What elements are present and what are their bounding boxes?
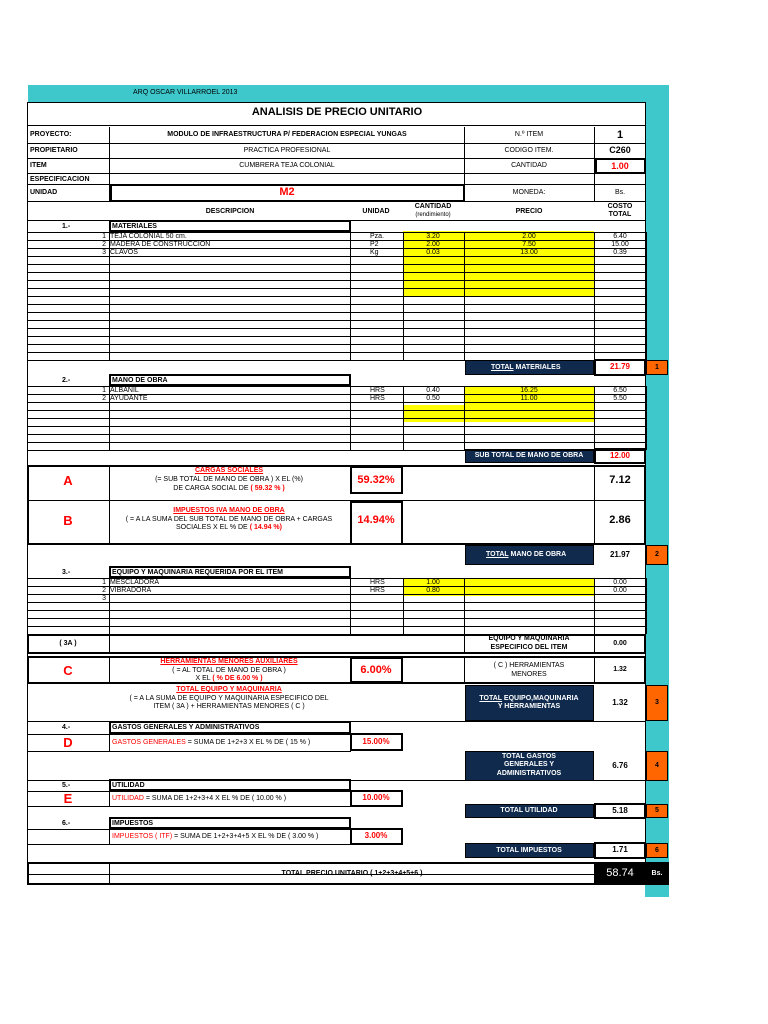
total-gastos-label2: GENERALES Y bbox=[503, 761, 555, 768]
total-gastos-label3: ADMINISTRATIVOS bbox=[496, 770, 562, 777]
subtotal-mo-value: 12.00 bbox=[609, 451, 631, 460]
materiales-row-num: 2 bbox=[102, 241, 106, 248]
herramientas-value: 1.32 bbox=[613, 666, 627, 673]
unidad-value: M2 bbox=[279, 186, 295, 198]
total-equipo-label1: TOTAL EQUIPO,MAQUINARIA bbox=[479, 695, 579, 702]
col-unidad: UNIDAD bbox=[362, 208, 390, 215]
materiales-row-price[interactable]: 7.50 bbox=[522, 241, 536, 248]
mano-obra-row-qty[interactable]: 0.40 bbox=[426, 387, 440, 394]
materiales-label: MATERIALES bbox=[112, 223, 157, 230]
cargas-block bbox=[27, 465, 646, 545]
e3a-value: 0.00 bbox=[613, 640, 627, 647]
herramientas-line1: ( = AL TOTAL DE MANO DE OBRA ) bbox=[172, 667, 286, 674]
letter-d: D bbox=[63, 735, 73, 750]
total-equipo-value: 1.32 bbox=[612, 698, 628, 707]
iva-pct: 14.94% bbox=[357, 514, 395, 526]
mano-obra-label: MANO DE OBRA bbox=[112, 377, 168, 384]
e3a-label: ( 3A ) bbox=[59, 640, 77, 647]
total-precio-value: 58.74 bbox=[606, 867, 634, 879]
item-value: CUMBRERA TEJA COLONIAL bbox=[239, 162, 335, 169]
utilidad-pct: 10.00% bbox=[362, 793, 390, 802]
materiales-row-desc: TEJA COLONIAL 50 cm. bbox=[110, 233, 187, 240]
equipo-row-unit: HRS bbox=[370, 587, 385, 594]
cargas-line1: (= SUB TOTAL DE MANO DE OBRA ) X EL (%) bbox=[155, 476, 303, 483]
mano-obra-num: 2.- bbox=[62, 377, 71, 384]
mano-obra-row-cost: 5.50 bbox=[613, 395, 627, 402]
gastos-num: 4.- bbox=[62, 724, 71, 731]
materiales-row-cost: 6.40 bbox=[613, 233, 627, 240]
total-gastos-label1: TOTAL GASTOS bbox=[502, 753, 556, 760]
nitem-label: N.º ITEM bbox=[514, 131, 544, 138]
impuestos-label: IMPUESTOS bbox=[112, 820, 154, 827]
proyecto-label: PROYECTO: bbox=[30, 131, 72, 138]
propietario-value: PRACTICA PROFESIONAL bbox=[243, 147, 331, 154]
cargas-pct: 59.32% bbox=[357, 474, 395, 486]
subtotal-mo-label: SUB TOTAL DE MANO DE OBRA bbox=[474, 452, 584, 459]
teq-line1: ( = A LA SUMA DE EQUIPO Y MAQUINARIA ESPECIFICO DEL bbox=[129, 695, 329, 702]
materiales-row-unit: Pza. bbox=[370, 233, 385, 240]
equipo-row-qty[interactable]: 0.80 bbox=[426, 587, 440, 594]
item-label: ITEM bbox=[30, 162, 47, 169]
total-precio-label: TOTAL PRECIO UNITARIO ( 1+2+3+4+5+6 ) bbox=[281, 870, 423, 877]
materiales-row-desc: CLAVOS bbox=[110, 249, 138, 256]
equipo-row-num: 3 bbox=[102, 595, 106, 602]
total-utilidad-label: TOTAL UTILIDAD bbox=[500, 807, 558, 814]
mano-obra-row-qty[interactable]: 0.50 bbox=[426, 395, 440, 402]
total-mo-label: TOTAL MANO DE OBRA bbox=[486, 551, 567, 558]
letter-e: E bbox=[63, 791, 73, 806]
col-rendimiento: (rendimiento) bbox=[415, 212, 451, 218]
equipo-row-desc: VIBRADORA bbox=[110, 587, 152, 594]
mano-obra-row-desc: ALBAÑIL bbox=[110, 387, 139, 394]
col-descripcion: DESCRIPCION bbox=[205, 208, 255, 215]
cargas-sociales-title: CARGAS SOCIALES bbox=[194, 467, 264, 474]
impuestos-pct: 3.00% bbox=[364, 831, 388, 840]
materiales-row-qty[interactable]: 2.00 bbox=[426, 241, 440, 248]
materiales-row-qty[interactable]: 0.03 bbox=[426, 249, 440, 256]
herramientas-desc1: ( C ) HERRAMIENTAS bbox=[493, 662, 565, 669]
total-materiales-label: TOTAL MATERIALES bbox=[491, 364, 561, 371]
cargas-value: 7.12 bbox=[609, 474, 631, 486]
proyecto-value: MODULO DE INFRAESTRUCTURA P/ FEDERACION ESPECIAL YUNGAS bbox=[167, 131, 407, 138]
materiales-row-cost: 0.39 bbox=[613, 249, 627, 256]
utilidad-num: 5.- bbox=[62, 782, 71, 789]
letter-c: C bbox=[63, 663, 73, 678]
c-row bbox=[27, 656, 646, 684]
materiales-row-unit: Kg bbox=[370, 249, 379, 256]
author-label: ARQ OSCAR VILLARROEL 2013 bbox=[133, 89, 238, 96]
gastos-label: GASTOS GENERALES Y ADMINISTRATIVOS bbox=[112, 724, 260, 731]
mano-obra-row-price[interactable]: 11.00 bbox=[520, 395, 538, 402]
cargas-line2: DE CARGA SOCIAL DE ( 59.32 % ) bbox=[173, 485, 285, 492]
herramientas-line2: X EL ( % DE 6.00 % ) bbox=[195, 675, 263, 682]
total-impuestos-value: 1.71 bbox=[612, 845, 628, 854]
materiales-row-num: 3 bbox=[102, 249, 106, 256]
materiales-row-price[interactable]: 13.00 bbox=[520, 249, 538, 256]
total-precio-currency: Bs. bbox=[651, 870, 663, 877]
equipo-row-unit: HRS bbox=[370, 579, 385, 586]
codigo-value: C260 bbox=[609, 145, 631, 155]
especificacion-label: ESPECIFICACION bbox=[30, 176, 90, 183]
equipo-row-cost: 0.00 bbox=[613, 587, 627, 594]
moneda-value: Bs. bbox=[614, 189, 626, 196]
mano-obra-row-desc: AYUDANTE bbox=[110, 395, 148, 402]
unidad-label: UNIDAD bbox=[30, 189, 58, 196]
herramientas-pct: 6.00% bbox=[360, 664, 392, 676]
materiales-row-cost: 15.00 bbox=[611, 241, 629, 248]
mano-obra-row-cost: 6.50 bbox=[613, 387, 627, 394]
utilidad-header-box bbox=[109, 779, 351, 791]
nitem-value: 1 bbox=[616, 129, 624, 141]
utilidad-label: UTILIDAD bbox=[112, 782, 145, 789]
materiales-row-qty[interactable]: 3.20 bbox=[426, 233, 440, 240]
iva-value: 2.86 bbox=[609, 514, 631, 526]
col-precio: PRECIO bbox=[515, 208, 543, 215]
e3a-desc2: ESPECIFICO DEL ITEM bbox=[490, 644, 568, 651]
total-mo-value: 21.97 bbox=[609, 550, 631, 559]
col-cantidad: CANTIDAD bbox=[414, 203, 452, 210]
col-costo: COSTO bbox=[607, 203, 633, 210]
iva-line2: SOCIALES X EL % DE ( 14.94 %) bbox=[176, 524, 282, 531]
propietario-label: PROPIETARIO bbox=[30, 147, 78, 154]
total-utilidad-value: 5.18 bbox=[612, 806, 628, 815]
total-equipo-label2: Y HERRAMIENTAS bbox=[497, 703, 561, 710]
total-materiales-value: 21.79 bbox=[609, 362, 631, 371]
herramientas-title: HERRAMIENTAS MENORES AUXILIARES bbox=[160, 658, 298, 665]
iva-line1: ( = A LA SUMA DEL SUB TOTAL DE MANO DE OBRA + CARGAS bbox=[125, 516, 333, 523]
impuestos-desc: IMPUESTOS ( ITF) = SUMA DE 1+2+3+4+5 X EL % DE ( 3.00 % ) bbox=[112, 833, 319, 840]
total-gastos-value: 6.76 bbox=[612, 761, 628, 770]
equipo-row-desc: MESCLADORA bbox=[110, 579, 160, 586]
mano-obra-row-unit: HRS bbox=[370, 387, 385, 394]
herramientas-desc2: MENORES bbox=[511, 671, 547, 678]
e3a-desc1: EQUIPO Y MAQUINARIA bbox=[488, 635, 570, 642]
equipo-row-num: 1 bbox=[102, 579, 106, 586]
codigo-label: CODIGO ITEM. bbox=[504, 147, 554, 154]
impuestos-num: 6.- bbox=[62, 820, 71, 827]
total-impuestos-label: TOTAL IMPUESTOS bbox=[496, 847, 562, 854]
equipo-row-num: 2 bbox=[102, 587, 106, 594]
mano-obra-row-num: 2 bbox=[102, 395, 106, 402]
utilidad-desc: UTILIDAD = SUMA DE 1+2+3+4 X EL % DE ( 10.00 % ) bbox=[112, 795, 287, 802]
page-title: ANALISIS DE PRECIO UNITARIO bbox=[251, 106, 423, 118]
equipo-num: 3.- bbox=[62, 569, 71, 576]
mano-obra-row-unit: HRS bbox=[370, 395, 385, 402]
col-total: TOTAL bbox=[608, 211, 632, 218]
cantidad-value: 1.00 bbox=[611, 161, 629, 171]
iva-title: IMPUESTOS IVA MANO DE OBRA bbox=[173, 507, 285, 514]
equipo-label: EQUIPO Y MAQUINARIA REQUERIDA POR EL ITEM bbox=[112, 569, 284, 576]
materiales-row-unit: P2 bbox=[370, 241, 379, 248]
materiales-num: 1.- bbox=[62, 223, 71, 230]
mano-obra-row-num: 1 bbox=[102, 387, 106, 394]
equipo-row-qty[interactable]: 1.00 bbox=[426, 579, 440, 586]
gastos-pct: 15.00% bbox=[362, 737, 390, 746]
equipo-row-cost: 0.00 bbox=[613, 579, 627, 586]
materiales-row-price[interactable]: 2.00 bbox=[522, 233, 536, 240]
teq-title: TOTAL EQUIPO Y MAQUINARIA bbox=[176, 686, 282, 693]
letter-b: B bbox=[63, 513, 73, 528]
materiales-row-num: 1 bbox=[102, 233, 106, 240]
gastos-desc: GASTOS GENERALES = SUMA DE 1+2+3 X EL % DE ( 15 % ) bbox=[112, 739, 311, 746]
materiales-row-desc: MADERA DE CONSTRUCCION bbox=[110, 241, 211, 248]
mano-obra-row-price[interactable]: 16.25 bbox=[520, 387, 538, 394]
moneda-label: MONEDA: bbox=[512, 189, 546, 196]
teq-line2: ITEM ( 3A ) + HERRAMIENTAS MENORES ( C ) bbox=[153, 703, 305, 710]
letter-a: A bbox=[63, 473, 73, 488]
cantidad-label: CANTIDAD bbox=[511, 162, 547, 169]
header-band bbox=[28, 85, 669, 102]
